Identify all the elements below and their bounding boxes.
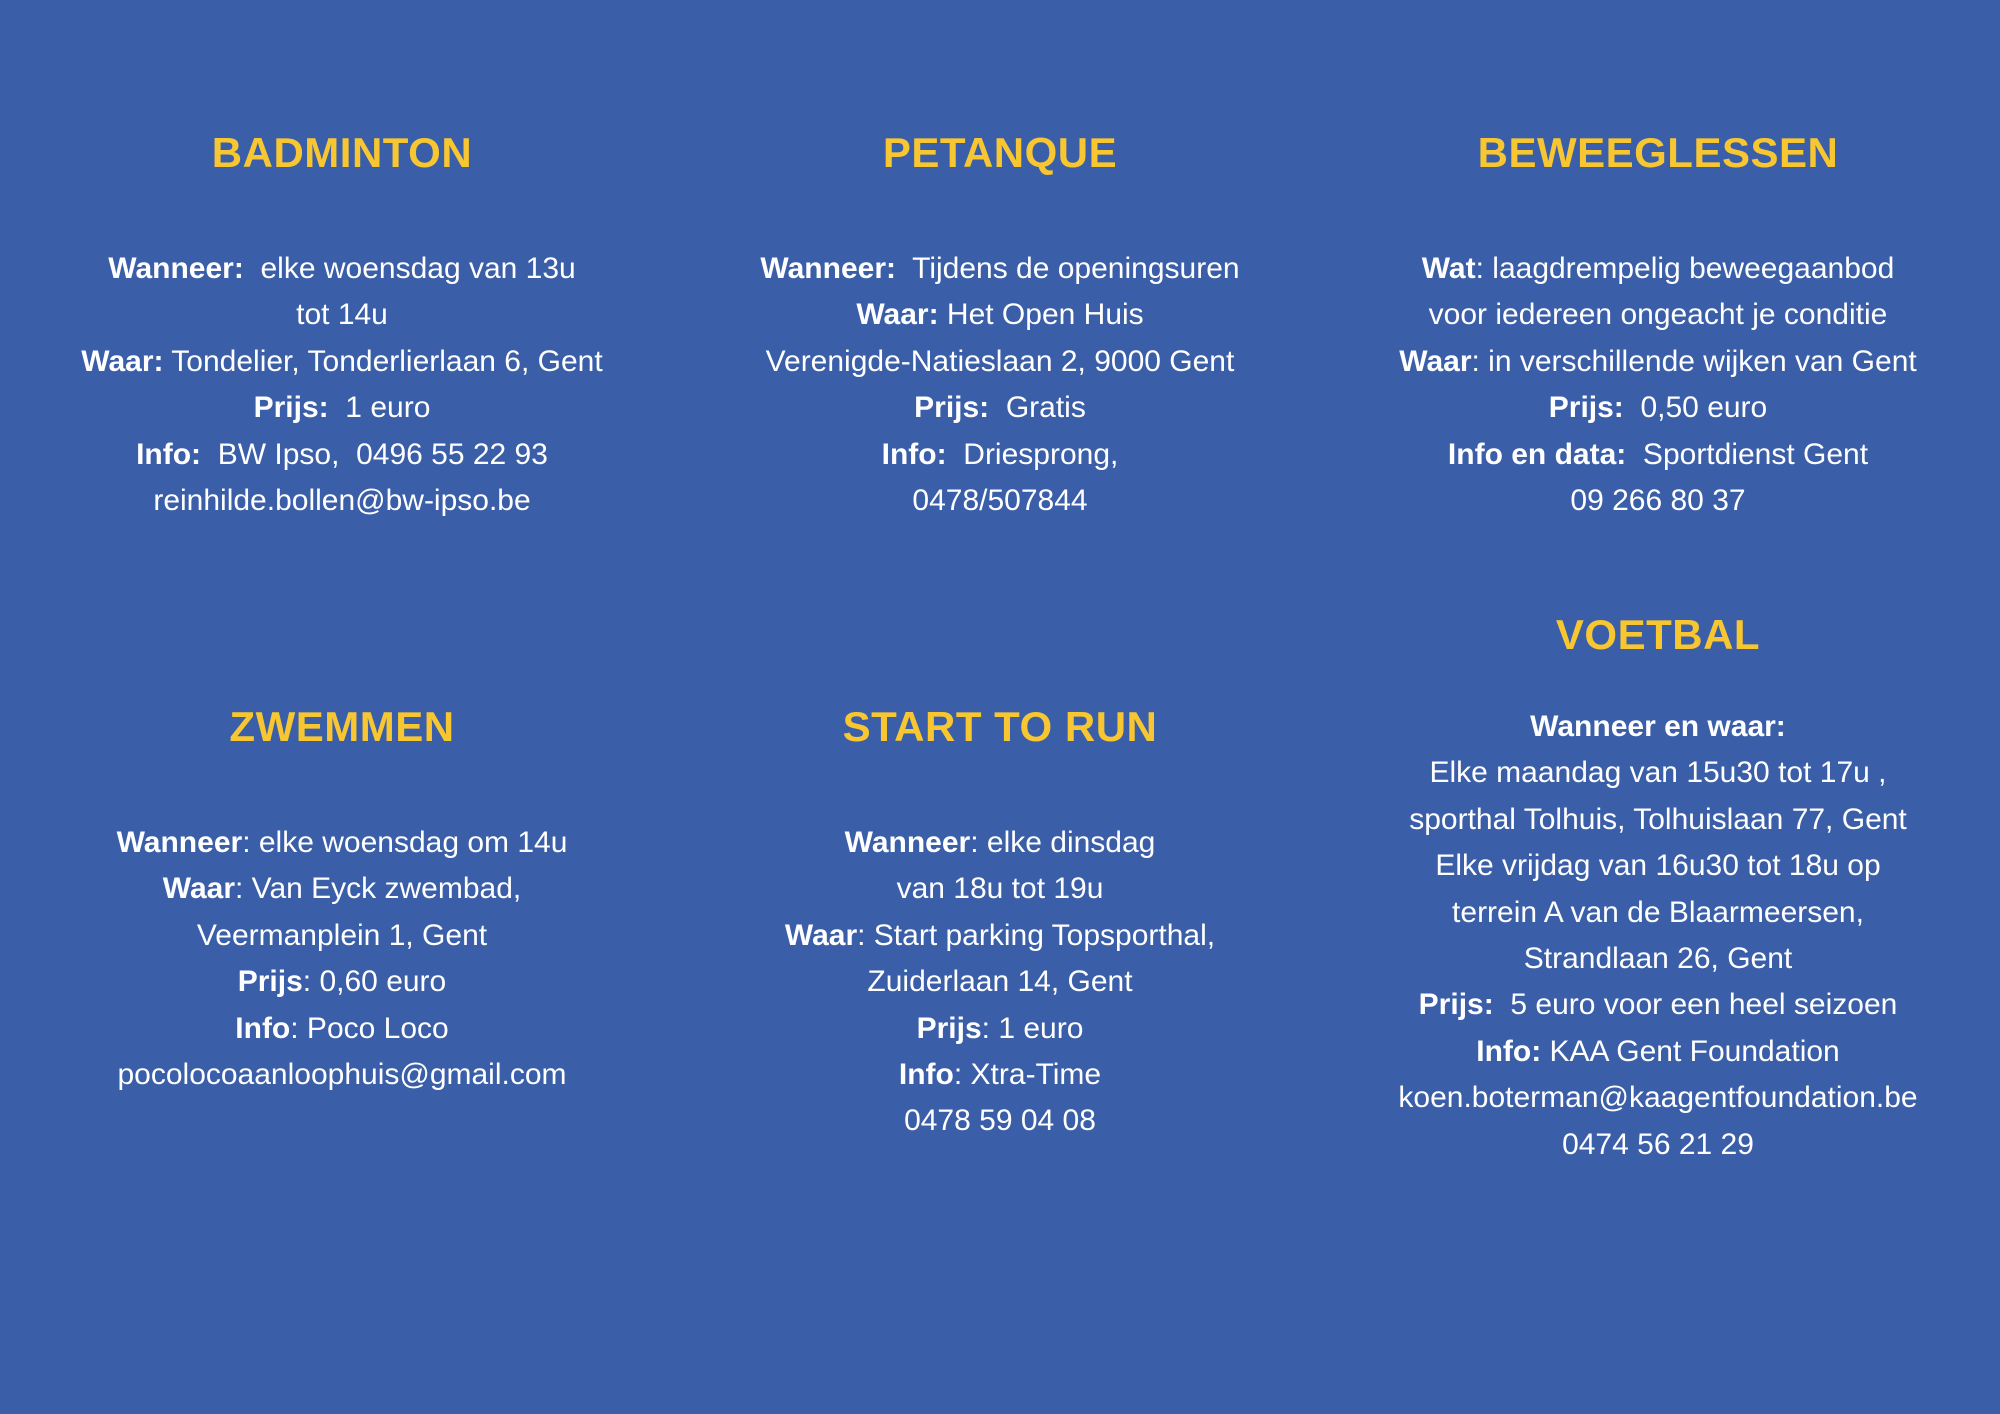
line-text: 1 euro	[328, 391, 431, 425]
line-text: Tijdens de openingsuren	[895, 252, 1240, 285]
card-line	[22, 385, 662, 431]
card-line	[1338, 246, 1978, 292]
card-line	[680, 1006, 1320, 1052]
card-line	[1338, 704, 1978, 750]
card-line	[1338, 1075, 1978, 1121]
line-text: 5 euro voor een heel seizoen	[1493, 988, 1898, 1022]
line-text: Verenigde-Natieslaan 2, 9000 Gent	[765, 344, 1235, 378]
line-label: Waar:	[81, 344, 164, 378]
line-text: reinhilde.bollen@bw-ipso.be	[153, 484, 531, 518]
line-text: : 1 euro	[981, 1011, 1084, 1045]
card-title: VOETBAL	[1555, 611, 1761, 658]
line-label: Prijs:	[914, 391, 990, 425]
card-title: BADMINTON	[211, 129, 473, 176]
line-label: Prijs	[916, 1011, 982, 1045]
line-text: Elke maandag van 15u30 tot 17u ,	[1429, 756, 1887, 790]
line-text: van 18u tot 19u	[896, 872, 1104, 906]
card-badminton	[22, 128, 662, 524]
line-text: Elke vrijdag van 16u30 tot 18u op	[1435, 849, 1881, 883]
card-zwemmen	[22, 702, 662, 1098]
card-line	[22, 913, 662, 959]
card-petanque	[680, 128, 1320, 524]
line-label: Prijs:	[1418, 988, 1494, 1022]
card-line	[680, 866, 1320, 912]
card-line	[680, 478, 1320, 524]
line-label: Waar	[1399, 344, 1472, 378]
card-line	[1338, 750, 1978, 796]
line-label: Wanneer:	[108, 252, 244, 285]
line-text: BW Ipso, 0496 55 22 93	[201, 437, 548, 471]
card-line	[1338, 339, 1978, 385]
card-line	[680, 339, 1320, 385]
line-text: 0478/507844	[912, 484, 1088, 518]
card-line	[1338, 385, 1978, 431]
line-label: Info	[235, 1011, 291, 1045]
card-line	[22, 432, 662, 478]
line-label: Wat	[1421, 252, 1476, 285]
line-label: Prijs:	[253, 391, 329, 425]
line-text: Veermanplein 1, Gent	[196, 918, 488, 952]
card-body	[680, 246, 1320, 524]
card-line	[1338, 1029, 1978, 1075]
card-line	[22, 478, 662, 524]
line-label: Prijs:	[1548, 391, 1624, 425]
line-label: Info:	[136, 437, 202, 471]
line-text: 0478 59 04 08	[904, 1104, 1096, 1138]
card-line	[1338, 1122, 1978, 1168]
line-text: Strandlaan 26, Gent	[1523, 942, 1793, 976]
line-label: Info:	[881, 437, 947, 471]
card-line	[680, 913, 1320, 959]
card-line	[680, 1052, 1320, 1098]
line-label: Info:	[1476, 1034, 1542, 1068]
line-text: terrein A van de Blaarmeersen,	[1452, 895, 1864, 929]
card-line	[680, 246, 1320, 292]
card-body	[22, 820, 662, 1098]
card-body	[22, 246, 662, 524]
card-line	[22, 959, 662, 1005]
line-text: : Van Eyck zwembad,	[235, 872, 522, 906]
line-text: 0,50 euro	[1623, 391, 1768, 425]
card-beweeglessen	[1338, 128, 1978, 524]
line-label: Wanneer:	[760, 252, 896, 285]
line-label: Waar	[784, 918, 858, 952]
card-line	[1338, 982, 1978, 1028]
card-line	[1338, 478, 1978, 524]
line-text: sporthal Tolhuis, Tolhuislaan 77, Gent	[1409, 802, 1907, 836]
line-label: Wanneer	[116, 826, 243, 859]
card-start-to-run	[680, 702, 1320, 1145]
line-label: Info en data:	[1447, 437, 1627, 471]
card-body	[1338, 704, 1978, 1168]
line-text: pocolocoaanloophuis@gmail.com	[117, 1058, 567, 1092]
card-line	[1338, 432, 1978, 478]
card-line	[680, 820, 1320, 866]
line-label: Waar:	[856, 298, 939, 332]
card-title: PETANQUE	[882, 129, 1118, 176]
card-line	[22, 246, 662, 292]
line-text: : laagdrempelig beweegaanbod	[1475, 252, 1895, 285]
line-text: Tondelier, Tonderlierlaan 6, Gent	[163, 344, 603, 378]
line-text: Sportdienst Gent	[1626, 437, 1869, 471]
line-label: Wanneer	[844, 826, 971, 859]
card-line	[1338, 843, 1978, 889]
line-label: Waar	[162, 872, 235, 906]
line-text: elke woensdag van 13u	[243, 252, 576, 285]
line-text: : in verschillende wijken van Gent	[1471, 344, 1917, 378]
line-text: Het Open Huis	[938, 298, 1144, 332]
card-title: BEWEEGLESSEN	[1477, 129, 1839, 176]
line-label: Wanneer en waar:	[1530, 710, 1786, 743]
line-text: Gratis	[989, 391, 1086, 425]
card-line	[1338, 797, 1978, 843]
line-text: : Poco Loco	[290, 1011, 449, 1045]
card-line	[680, 959, 1320, 1005]
line-text: : elke dinsdag	[970, 826, 1156, 859]
card-line	[1338, 936, 1978, 982]
line-text: koen.boterman@kaagentfoundation.be	[1398, 1081, 1918, 1115]
line-label: Prijs	[237, 965, 303, 999]
line-text: : 0,60 euro	[302, 965, 447, 999]
line-text: Driesprong,	[946, 437, 1119, 471]
card-body	[1338, 246, 1978, 524]
card-line	[680, 432, 1320, 478]
line-text: : Xtra-Time	[953, 1058, 1102, 1092]
line-text: 0474 56 21 29	[1562, 1127, 1754, 1161]
card-line	[22, 292, 662, 338]
card-line	[680, 385, 1320, 431]
card-line	[1338, 890, 1978, 936]
card-line	[22, 339, 662, 385]
line-text: : Start parking Topsporthal,	[857, 918, 1216, 952]
line-label: Info	[898, 1058, 954, 1092]
line-text: : elke woensdag om 14u	[242, 826, 568, 859]
line-text: tot 14u	[296, 298, 388, 332]
card-voetbal	[1338, 610, 1978, 1168]
card-line	[680, 292, 1320, 338]
card-line	[22, 820, 662, 866]
line-text: KAA Gent Foundation	[1541, 1034, 1840, 1068]
card-title: START TO RUN	[842, 703, 1158, 750]
card-title: ZWEMMEN	[229, 703, 455, 750]
card-body	[680, 820, 1320, 1145]
card-line	[22, 866, 662, 912]
card-line	[1338, 292, 1978, 338]
line-text: 09 266 80 37	[1570, 484, 1746, 518]
card-line	[22, 1052, 662, 1098]
line-text: Zuiderlaan 14, Gent	[867, 965, 1133, 999]
card-line	[22, 1006, 662, 1052]
line-text: voor iedereen ongeacht je conditie	[1428, 298, 1888, 332]
card-line	[680, 1098, 1320, 1144]
